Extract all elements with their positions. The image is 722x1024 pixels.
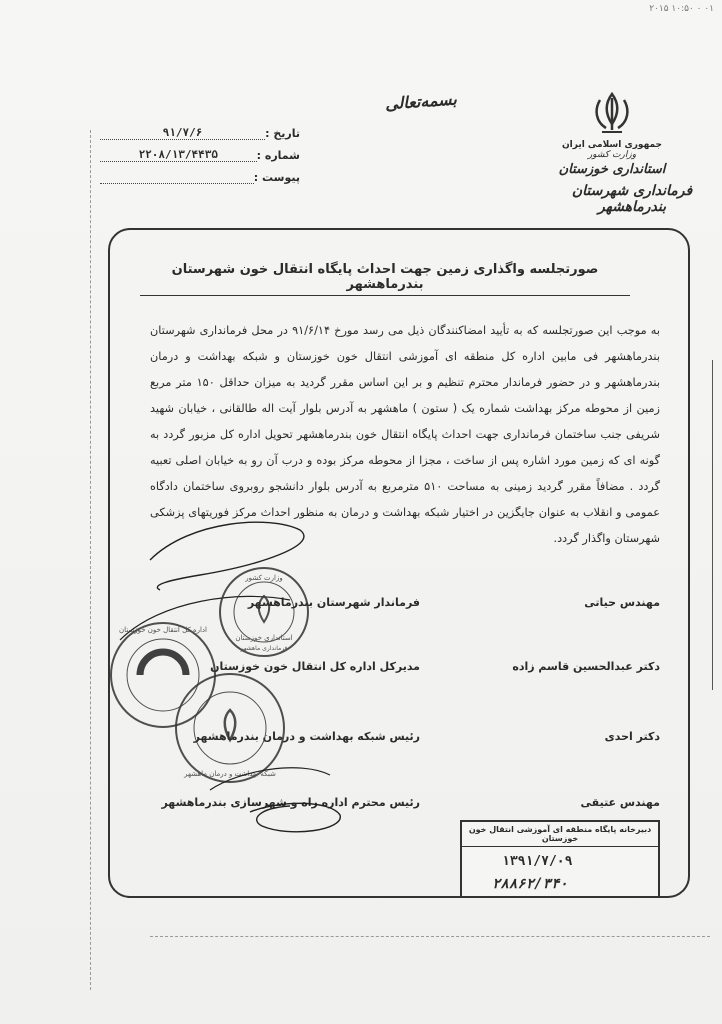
seal-text: فرمانداری ماهشهر (240, 645, 288, 652)
signature-scribble (250, 803, 340, 831)
signatory-name: دکتر عبدالحسین قاسم زاده (512, 660, 660, 673)
governorate-seal (220, 568, 308, 656)
date-value: ۹۱/۷/۶ (100, 126, 265, 140)
health-network-seal (176, 674, 284, 782)
signatory-name: دکتر احدی (604, 730, 660, 743)
document-title: صورتجلسه واگذاری زمین جهت احداث پایگاه انتقال خون شهرستان بندرماهشهر (140, 262, 630, 296)
signatory-title: مدیرکل اداره کل انتقال خون خوزستان (210, 660, 420, 673)
attachment-label: پیوست : (253, 171, 300, 184)
seal-text: اداره کل انتقال خون خوزستان (118, 626, 208, 634)
signatory-name: مهندس عتیقی (580, 796, 660, 809)
letterhead-ministry: وزارت کشور (587, 150, 637, 160)
receipt-stamp (460, 820, 660, 898)
signatory-title: رئیس محترم اداره راه و شهرسازی بندرماهشهر (161, 796, 420, 809)
date-label: تاریخ : (265, 127, 300, 140)
number-label: شماره : (256, 149, 300, 162)
signatory-name: مهندس حیاتی (584, 596, 660, 609)
seal-text: استانداری خوزستان (235, 634, 293, 642)
bottom-divider (150, 936, 710, 938)
document-body: به موجب این صورتجلسه که به تأیید امضاکنندگان ذیل می رسد مورخ ۹۱/۶/۱۴ در محل فرمانداری شهرستان بندرماهشهر فی مابین اداره کل منطقه ای آموزشی انتقال خون خوزستان و شبکه بهداشت و درمان بندرماهشهر و در حضور فرماندار محترم تنظیم و بر این اساس مقرر گردید به میزان حداقل ۱۵۰ متر مربع زمین از محوطه مرکز بهداشت شماره یک ( ستون ) ماهشهر به آدرس بلوار آیت اله طالقانی ، خیابان شهید شریفی جنب ساختمان فرمانداری جهت احداث پایگاه انتقال خون بندرماهشهر تحویل اداره کل مزبور گردد به گونه ای که زمین مورد اشاره پس از ساخت ، مجزا از محوطه مرکز بوده و درب آن رو به خیابان اصلی تعبیه گردد . مضافاً مقرر گردید زمینی به مساحت ۵۱۰ مترمربع به آدرس بلوار دانشجو روبروی ساختمان دادگاه عمومی و انقلاب به عنوان جایگزین در اختیار شبکه بهداشت و درمان به منظور احداث مرکز فوریتهای پزشکی شهرستان واگذار گردد. (150, 324, 660, 545)
letterhead-province: استانداری خوزستان (558, 162, 666, 177)
letterhead-governorate: فرمانداری شهرستان بندرماهشهر (571, 183, 693, 215)
letterhead-country: جمهوری اسلامی ایران (561, 140, 663, 150)
signatory-title: فرماندار شهرستان بندرماهشهر (247, 596, 420, 609)
bismillah-heading: بسمه‌تعالی (384, 89, 458, 114)
receipt-stamp-date: ۱۳۹۱/۷/۰۹ (502, 854, 573, 869)
signatory-title: رئیس شبکه بهداشت و درمان بندرماهشهر (193, 730, 420, 743)
seal-text: وزارت کشور (245, 574, 283, 582)
receipt-stamp-header: دبیرخانه پایگاه منطقه ای آموزشی انتقال خون خوزستان (462, 822, 658, 847)
blood-transfusion-seal (111, 623, 215, 727)
fax-header-text: ۲۰۱۵ ۱۰:۵۰ ۰ ۰۱ (649, 4, 714, 14)
seal-text: شبکه بهداشت و درمان ماهشهر (184, 770, 276, 778)
receipt-stamp-number: ۲۸۸۶۲/۳۴۰ (492, 876, 568, 892)
number-value: ۲۲۰۸/۱۳/۴۴۳۵ (100, 148, 257, 162)
